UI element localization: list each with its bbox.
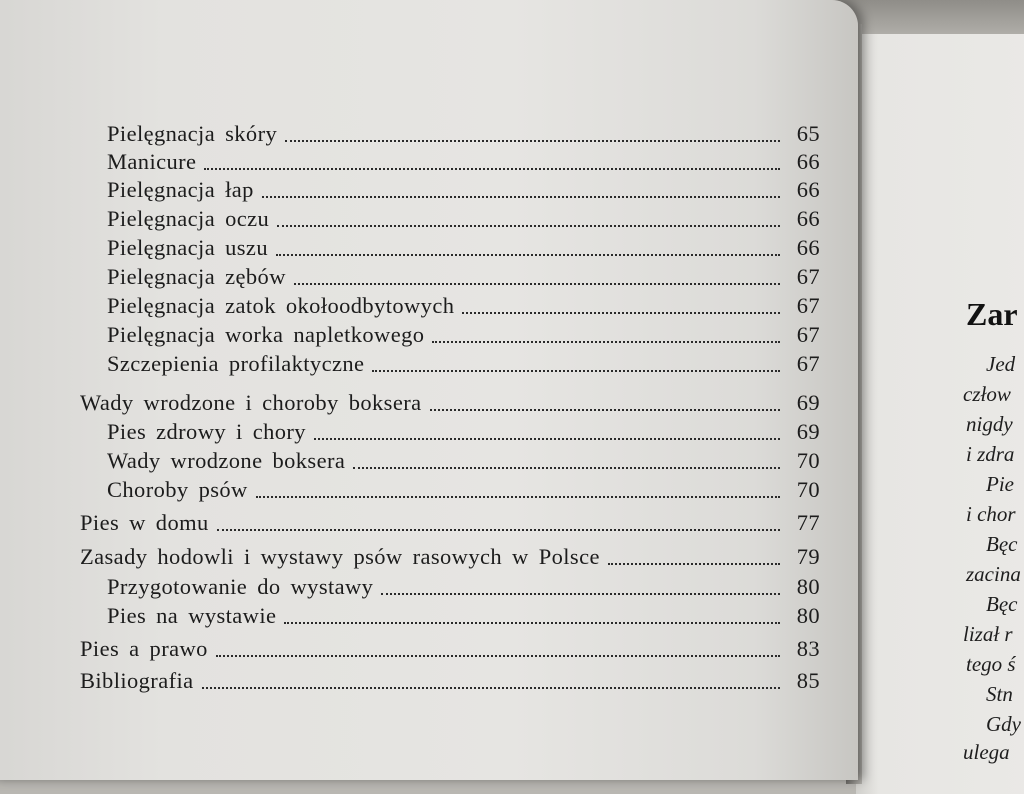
toc-entry xyxy=(80,506,820,536)
dot-leader xyxy=(432,340,780,343)
toc-entry-page: 66 xyxy=(796,149,820,174)
toc-entry-title: Pielęgnacja skóry xyxy=(107,121,278,146)
toc-entry-page: 66 xyxy=(796,177,820,202)
toc-entry-title: Pielęgnacja zębów xyxy=(107,264,286,289)
toc-entry xyxy=(107,599,820,629)
toc-entry xyxy=(107,347,820,377)
toc-entry-title: Pielęgnacja zatok okołoodbytowych xyxy=(107,293,455,318)
right-page-line: zacina xyxy=(966,562,1021,586)
toc-entry xyxy=(107,117,820,147)
right-page-line: i zdra xyxy=(966,442,1015,466)
toc-entry-title: Pielęgnacja uszu xyxy=(107,235,268,260)
dot-leader xyxy=(381,592,780,595)
toc-entry xyxy=(80,386,820,416)
right-page-line: Jed xyxy=(986,352,1016,376)
dot-leader xyxy=(430,408,781,411)
toc-entry-page: 67 xyxy=(796,322,820,347)
toc-entry xyxy=(107,570,820,600)
toc-entry xyxy=(80,540,820,570)
toc-entry xyxy=(107,318,820,348)
dot-leader xyxy=(314,437,780,440)
toc-entry xyxy=(107,173,820,203)
toc-entry xyxy=(107,289,820,319)
toc-entry-page: 67 xyxy=(796,293,820,318)
dot-leader xyxy=(204,167,780,170)
toc-entry-title: Wady wrodzone boksera xyxy=(107,448,346,473)
dot-leader xyxy=(353,466,780,469)
toc-entry xyxy=(107,145,820,175)
toc-entry xyxy=(80,664,820,694)
toc-entry-page: 77 xyxy=(796,510,820,535)
dot-leader xyxy=(262,195,780,198)
dot-leader xyxy=(285,139,780,142)
dot-leader xyxy=(462,311,780,314)
toc-entry-title: Pies a prawo xyxy=(80,636,208,661)
right-page-heading: Zar xyxy=(966,296,1018,332)
toc-entry-page: 66 xyxy=(796,206,820,231)
toc-entry-page: 70 xyxy=(796,448,820,473)
toc-entry xyxy=(107,473,820,503)
toc-entry-page: 83 xyxy=(796,636,820,661)
right-page-line: Pie xyxy=(986,472,1014,496)
toc-entry xyxy=(80,632,820,662)
toc-entry-title: Bibliografia xyxy=(80,668,194,693)
toc-entry-title: Szczepienia profilaktyczne xyxy=(107,351,365,376)
toc-entry xyxy=(107,444,820,474)
toc-entry xyxy=(107,202,820,232)
dot-leader xyxy=(216,654,780,657)
right-page-line: tego ś xyxy=(966,652,1016,676)
right-page-line: lizał r xyxy=(963,622,1013,646)
toc-entry-title: Wady wrodzone i choroby boksera xyxy=(80,390,422,415)
toc-entry-page: 69 xyxy=(796,419,820,444)
toc-entry xyxy=(107,415,820,445)
dot-leader xyxy=(276,253,780,256)
right-page-line: ulega xyxy=(963,740,1010,764)
dot-leader xyxy=(277,224,780,227)
right-page-line: nigdy xyxy=(966,412,1013,436)
dot-leader xyxy=(372,369,780,372)
right-page-line: Bęc xyxy=(986,592,1018,616)
toc-entry xyxy=(107,231,820,261)
toc-entry-title: Pies w domu xyxy=(80,510,209,535)
dot-leader xyxy=(284,621,780,624)
toc-entry-title: Pielęgnacja oczu xyxy=(107,206,270,231)
toc-entry-page: 80 xyxy=(796,603,820,628)
dot-leader xyxy=(294,282,780,285)
right-page-line: Gdy xyxy=(986,712,1021,736)
right-page-line: i chor xyxy=(966,502,1016,526)
toc-entry-page: 85 xyxy=(796,668,820,693)
dot-leader xyxy=(608,562,780,565)
toc-entry-title: Pies na wystawie xyxy=(107,603,277,628)
toc-entry-page: 70 xyxy=(796,477,820,502)
dot-leader xyxy=(256,495,780,498)
toc-entry-title: Zasady hodowli i wystawy psów rasowych w Polsce xyxy=(80,544,600,569)
toc-entry-title: Pielęgnacja worka napletkowego xyxy=(107,322,425,347)
toc-entry-title: Pies zdrowy i chory xyxy=(107,419,306,444)
dot-leader xyxy=(202,686,780,689)
toc-entry-page: 79 xyxy=(796,544,820,569)
toc-entry-page: 66 xyxy=(796,235,820,260)
right-page-line: Bęc xyxy=(986,532,1018,556)
toc-entry-page: 69 xyxy=(796,390,820,415)
right-page-line: człow xyxy=(963,382,1011,406)
toc-entry-title: Pielęgnacja łap xyxy=(107,177,254,202)
toc-entry xyxy=(107,260,820,290)
toc-entry-page: 80 xyxy=(796,574,820,599)
toc-entry-title: Manicure xyxy=(107,149,197,174)
toc-entry-page: 65 xyxy=(796,121,820,146)
toc-entry-page: 67 xyxy=(796,351,820,376)
dot-leader xyxy=(217,528,780,531)
toc-entry-page: 67 xyxy=(796,264,820,289)
right-page-line: Stn xyxy=(986,682,1013,706)
toc-entry-title: Choroby psów xyxy=(107,477,248,502)
toc-entry-title: Przygotowanie do wystawy xyxy=(107,574,374,599)
